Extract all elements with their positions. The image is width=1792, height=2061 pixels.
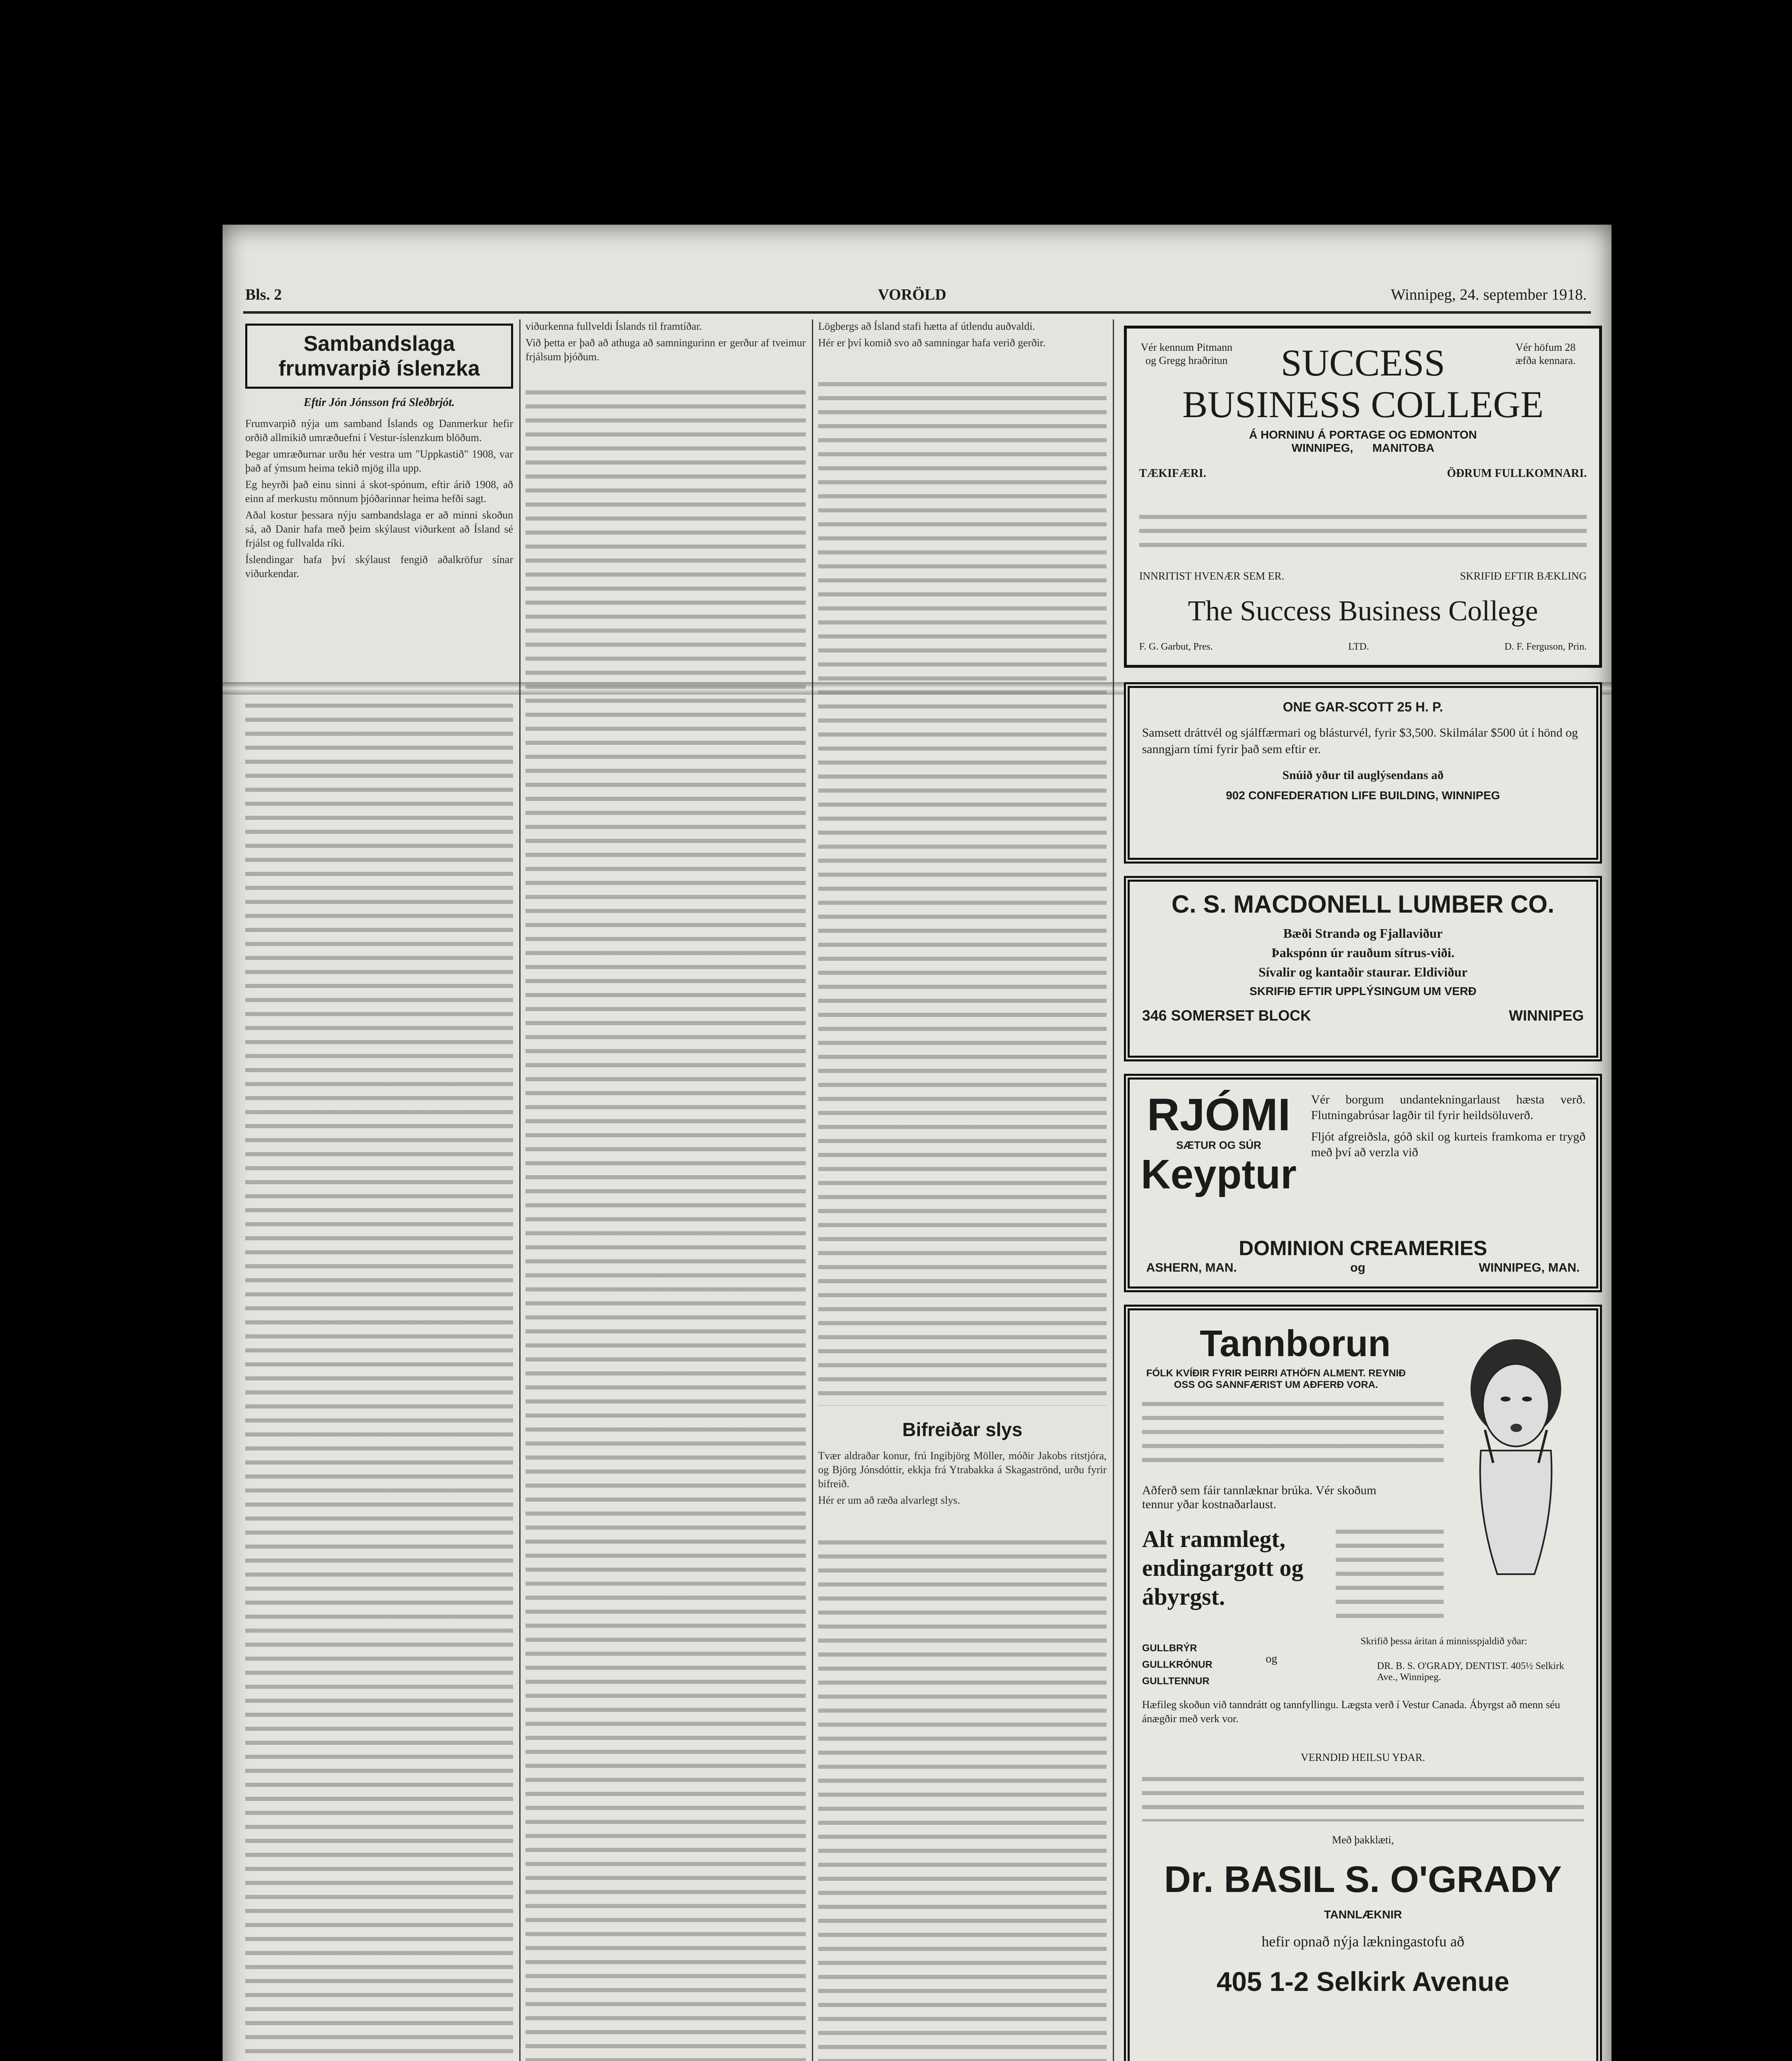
ad-thanks: Með þakklæti, (1332, 1834, 1394, 1846)
paragraph: Hér er því komið svo að samningar hafa verið gerðir. (818, 337, 1046, 349)
gold-note: Skrifið þessa áritan á minnisspjaldið yðar: (1360, 1636, 1527, 1647)
ad-title: C. S. MACDONELL LUMBER CO. (1171, 890, 1555, 918)
rjomi-right (1311, 1092, 1586, 1160)
newspaper-page (223, 225, 1611, 2061)
ad-text-block (1142, 1397, 1444, 1471)
rjomi-title: RJÓMI (1147, 1089, 1291, 1140)
ad-right-note: Vér höfum 28 æfða kennara. (1515, 341, 1576, 366)
province-name: MANITOBA (1372, 441, 1435, 454)
body-text-block (245, 699, 513, 2061)
paragraph: viðurkenna fullveldi Íslands til framtíðar. (525, 320, 702, 332)
paragraph: Eg heyrði það einu sinni á skot-spónum, eftir árið 1908, að einn af merkustu mönnum þjóðarinnar heima hefði sagt. (245, 479, 513, 505)
ad-text-block (1336, 1525, 1444, 1620)
ad-line: Sívalir og kantaðir staurar. Eldiviður (1258, 965, 1468, 979)
dentist-role: TANNLÆKNIR (1324, 1908, 1402, 1921)
ad-gar-scott (1124, 682, 1602, 864)
president: F. G. Garbut, Pres. (1139, 641, 1213, 652)
location: ASHERN, MAN. (1146, 1261, 1237, 1275)
ad-subtitle: FÓLK KVÍÐIR FYRIR ÞEIRRI ATHÖFN ALMENT. REYNIÐ OSS OG SANNFÆRIST UM AÐFERÐ VORA. (1146, 1368, 1406, 1390)
ad-body: Aðferð sem fáir tannlæknar brúka. Vér skoðum tennur yðar kostnaðarlaust. (1142, 1484, 1377, 1511)
rjomi-sub: SÆTUR OG SÚR (1176, 1139, 1262, 1151)
gold-item: GULLKRÓNUR (1142, 1659, 1213, 1670)
ad-text-block (1139, 510, 1587, 554)
ad-line: Bæði Strandə og Fjallaviður (1283, 926, 1443, 941)
dentist-name: Dr. BASIL S. O'GRADY (1164, 1859, 1562, 1900)
body-text-block (525, 385, 806, 2061)
article-byline: Eftir Jón Jónsson frá Sleðbrjót. (303, 396, 455, 409)
ad-macdonell-lumber (1124, 876, 1602, 1061)
ad-line: SKRIFIÐ EFTIR UPPLÝSINGUM UM VERÐ (1249, 985, 1477, 998)
rjomi-text: Vér borgum undantekningarlaust hæsta verð. Flutningabrúsar lagðir til fyrir heildsöluverð. (1311, 1093, 1586, 1122)
gold-item: GULLTENNUR (1142, 1676, 1210, 1687)
article-title: Sambandslaga frumvarpið íslenzka (245, 324, 513, 389)
paragraph: Þegar umræðurnar urðu hér vestra um "Uppkastið" 1908, var það af ýmsum heima tekið mjög illa upp. (245, 448, 513, 474)
column-divider (812, 319, 813, 2061)
column-2 (525, 319, 806, 2061)
column-divider (519, 319, 521, 2061)
ad-address: 346 SOMERSET BLOCK (1142, 1007, 1311, 1024)
ad-title: ONE GAR-SCOTT 25 H. P. (1283, 700, 1443, 714)
heading-right: ÖÐRUM FULLKOMNARI. (1447, 467, 1587, 480)
principal: D. F. Ferguson, Prin. (1504, 641, 1587, 652)
paragraph: Við þetta er það að athuga að samningurinn er gerður af tveimur frjálsum þjóðum. (525, 337, 806, 363)
ad-left-note: Vér kennum Pitmann og Gregg hraðritun (1140, 341, 1233, 366)
college-footer: The Success Business College (1188, 595, 1538, 627)
college-address: Á HORNINU Á PORTAGE OG EDMONTON (1249, 428, 1477, 441)
ad-rjomi (1124, 1074, 1602, 1292)
city-name: WINNIPEG, (1291, 441, 1353, 454)
body-text-block (818, 377, 1107, 1406)
gold-list (1142, 1640, 1249, 1690)
college-name-2: BUSINESS COLLEGE (1182, 383, 1544, 425)
ltd: LTD. (1348, 641, 1369, 652)
paragraph: Lögbergs að Ísland stafi hætta af útlendu auðvaldi. (818, 320, 1035, 332)
masthead: VORÖLD (878, 286, 947, 303)
enroll-right: SKRIFIÐ EFTIR BÆKLING (1460, 570, 1587, 582)
ad-address: 902 CONFEDERATION LIFE BUILDING, WINNIPEG (1226, 789, 1500, 802)
column-1 (245, 319, 513, 2061)
ad-line: Þakspónn úr rauðum sítrus-viði. (1271, 945, 1454, 960)
ad-tannborun (1124, 1305, 1602, 2061)
dentist-opened: hefir opnað nýja lækningastofu að (1262, 1933, 1464, 1950)
section-heading: Bifreiðar slys (902, 1419, 1023, 1440)
ad-footer (1142, 1007, 1584, 1024)
ad-body: Samsett dráttvél og sjálffærmari og blásturvél, fyrir $3,500. Skilmálar $500 út í hönd og sanngjarn tími fyrir það sem eftir er. (1142, 726, 1578, 756)
ad-text-block (1142, 1772, 1584, 1822)
enroll-left: INNRITIST HVENÆR SEM ER. (1139, 570, 1284, 582)
ad-city: WINNIPEG (1508, 1007, 1584, 1024)
dateline: Winnipeg, 24. september 1918. (1391, 286, 1587, 303)
college-name-1: SUCCESS (1281, 342, 1445, 384)
heading-left: TÆKIFÆRI. (1139, 467, 1206, 480)
column-divider (1113, 319, 1114, 2061)
dentist-street: 405 1-2 Selkirk Avenue (1216, 1966, 1510, 1997)
college-headings (1139, 467, 1587, 480)
body-text-block (818, 1535, 1107, 2061)
gold-item: GULLBRÝR (1142, 1643, 1197, 1654)
gold-conjunction: og (1266, 1653, 1277, 1665)
ad-slogan: Alt rammlegt, endingargott og ábyrgst. (1142, 1526, 1304, 1610)
company-name: DOMINION CREAMERIES (1238, 1237, 1487, 1260)
paragraph: Aðal kostur þessara nýju sambandslaga er að minni skoðun sá, að Danir hafa með þeim skýlaust viðurkent að Ísland sé frjálst og fullvalda ríki. (245, 509, 513, 549)
dentist-address: DR. B. S. O'GRADY, DENTIST. 405½ Selkirk Ave., Winnipeg. (1377, 1661, 1564, 1683)
paragraph: Íslendingar hafa því skýlaust fengið aðalkröfur sínar viðurkendar. (245, 554, 513, 580)
rjomi-left (1140, 1091, 1297, 1197)
column-3 (818, 319, 1107, 2061)
location-conjunction: og (1350, 1261, 1365, 1275)
enroll-line (1139, 570, 1587, 582)
ad-success-college (1124, 326, 1602, 668)
paragraph: Hér er um að ræða alvarlegt slys. (818, 1494, 960, 1506)
rjomi-keyptur: Keyptur (1141, 1151, 1297, 1197)
paragraph: Frumvarpið nýja um samband Íslands og Danmerkur hefir orðið allmikið umræðuefni í Vestur-íslenzkum blöðum. (245, 418, 513, 444)
ad-body: Hæfileg skoðun við tanndrátt og tannfyllingu. Lægsta verð í Vestur Canada. Ábyrgst að menn séu ánægðir með verk vor. (1142, 1699, 1560, 1725)
rjomi-text: Fljót afgreiðsla, góð skil og kurteis framkoma er trygð með því að verzla við (1311, 1130, 1586, 1159)
location: WINNIPEG, MAN. (1478, 1261, 1580, 1275)
ad-tagline: VERNDIÐ HEILSU YÐAR. (1301, 1751, 1425, 1763)
ad-title: Tannborun (1200, 1323, 1391, 1364)
page-number: Bls. 2 (245, 286, 282, 303)
ad-contact: Snúið yður til auglýsendans að (1282, 768, 1444, 782)
header-rule (243, 311, 1591, 314)
college-city (1139, 441, 1587, 455)
company-locations (1146, 1261, 1580, 1275)
woman-illustration (1448, 1327, 1584, 1578)
college-staff (1139, 641, 1587, 653)
paragraph: Tvær aldraðar konur, frú Ingibjörg Möller, móðir Jakobs ritstjóra, og Björg Jónsdóttir, ekkja frá Ytrabakka á Skagaströnd, urðu fyrir bifreið. (818, 1450, 1107, 1490)
